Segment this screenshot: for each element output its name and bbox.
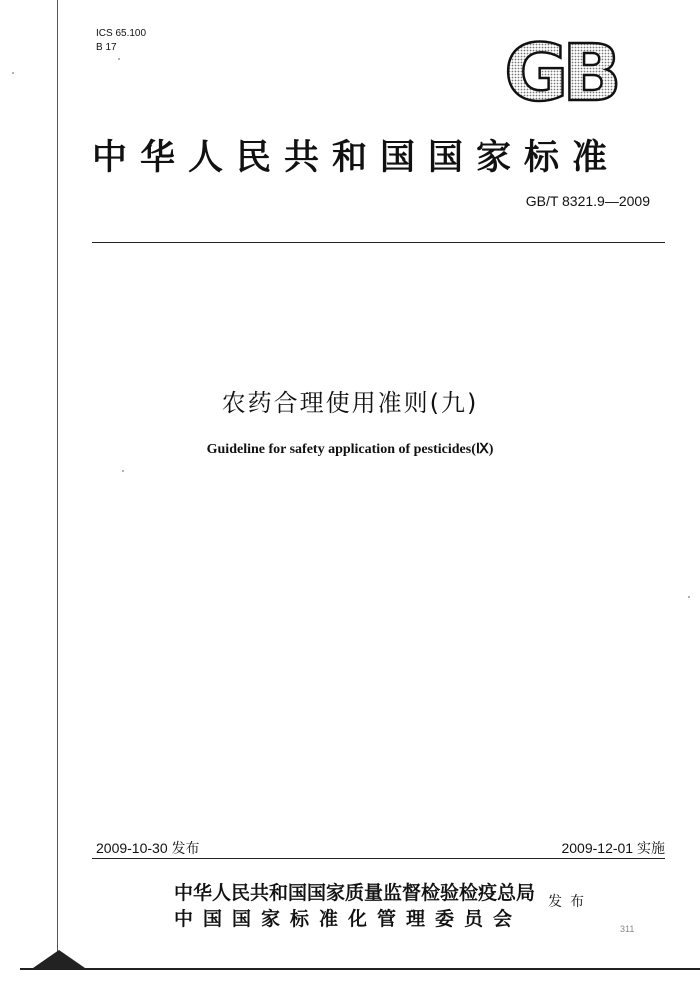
bottom-rule: [92, 858, 665, 859]
scan-speck: [688, 596, 690, 598]
publish-label: 发布: [548, 894, 592, 910]
issuer-aqsiq: 中华人民共和国国家质量监督检验检疫总局: [174, 882, 536, 904]
scan-speck: [122, 470, 124, 472]
ccs-code: B 17: [96, 42, 117, 53]
gb-logo: [490, 34, 630, 110]
scan-speck: [118, 58, 120, 60]
ics-code: ICS 65.100: [96, 28, 147, 39]
binding-marker: [33, 950, 85, 968]
issue-date: 2009-10-30 发布: [96, 840, 200, 856]
page-mark: 311: [620, 924, 635, 934]
gb-logo-text: GB: [504, 34, 616, 110]
binding-line: [57, 0, 58, 970]
chinese-title: 农药合理使用准则(九): [221, 389, 479, 417]
standard-number: GB/T 8321.9—2009: [525, 193, 650, 209]
top-rule: [92, 242, 665, 243]
implementation-date: 2009-12-01 实施: [561, 840, 665, 856]
classification-codes: [96, 27, 146, 55]
issuer-sac: 中国国家标准化管理委员会: [174, 908, 523, 930]
standard-type-title: 中华人民共和国国家标准: [92, 137, 621, 178]
page-bottom-border: [20, 968, 700, 970]
english-title: Guideline for safety application of pesticides(Ⅸ): [206, 442, 494, 457]
scan-speck: [12, 72, 14, 74]
